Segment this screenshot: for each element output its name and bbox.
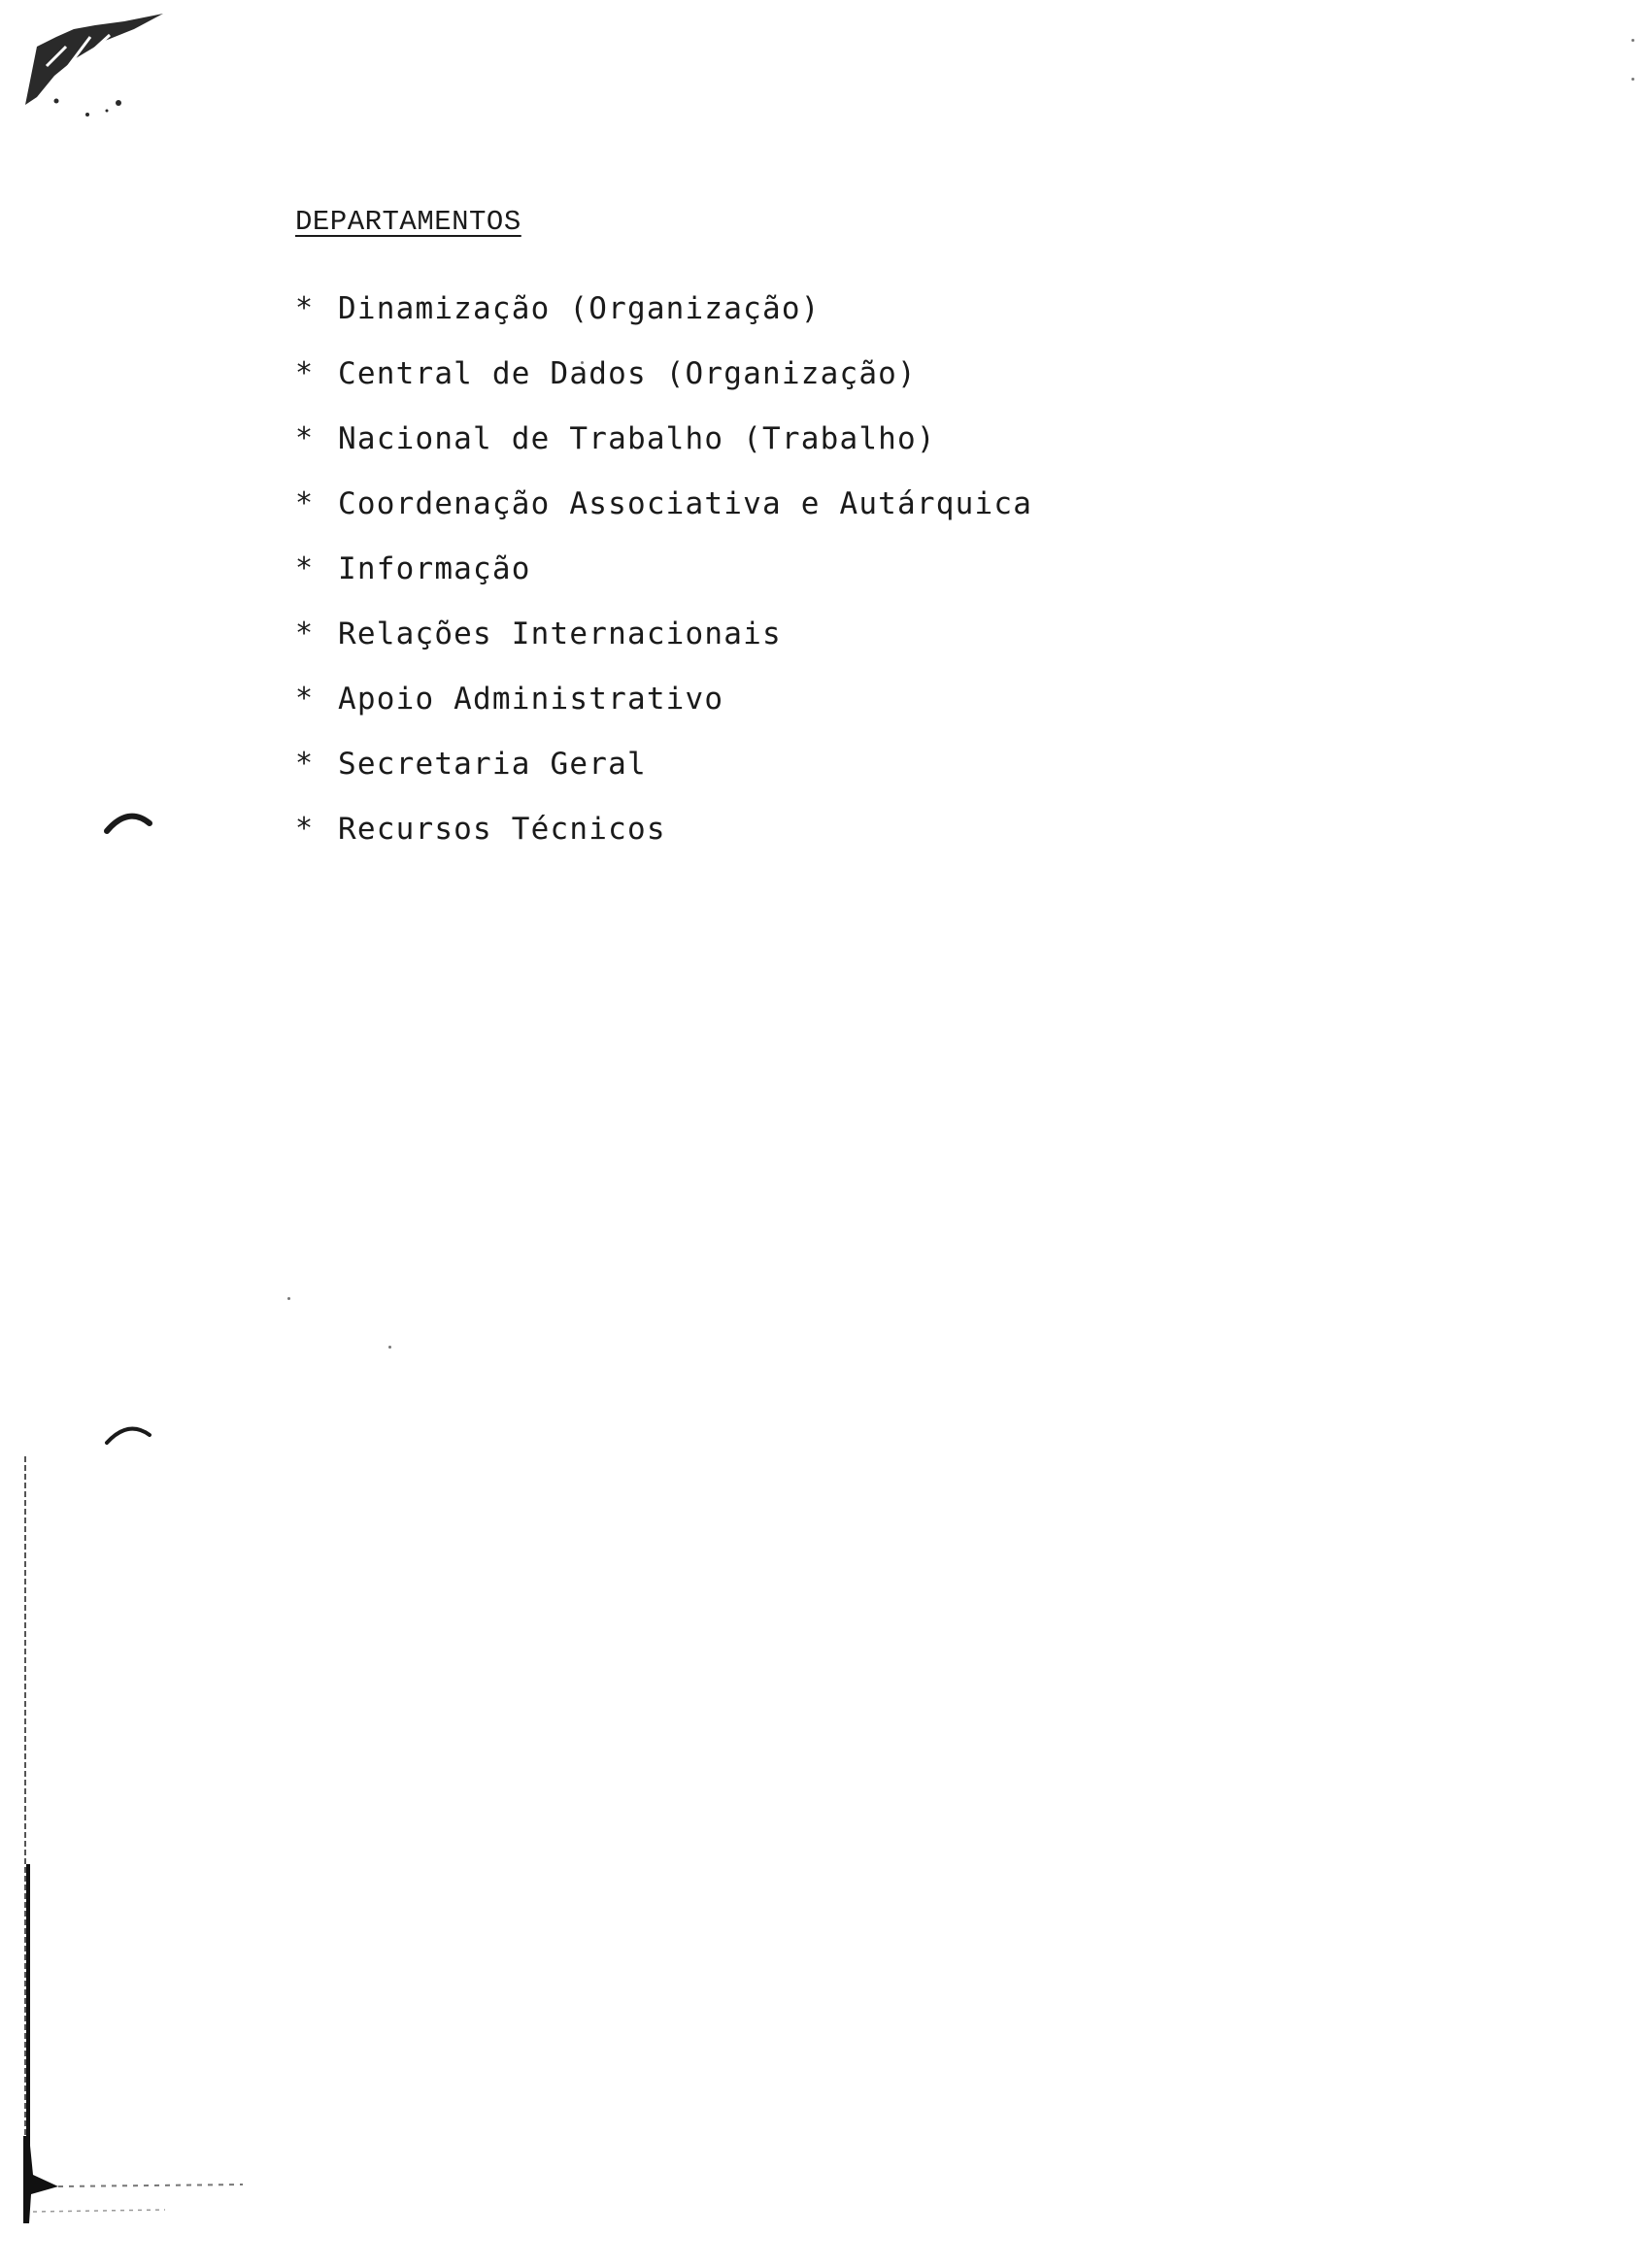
scan-speck [287, 1297, 290, 1300]
stamp-mark-icon [17, 8, 173, 124]
bullet: * [295, 617, 315, 650]
department-label: Secretaria Geral [338, 747, 647, 782]
department-label: Relações Internacionais [338, 617, 782, 651]
scan-speck [1631, 39, 1634, 42]
department-label: Coordenação Associativa e Autárquica [338, 486, 1033, 521]
list-item [295, 682, 1032, 747]
bullet: * [295, 747, 315, 781]
department-label: Dinamização (Organização) [338, 291, 821, 326]
list-item [295, 617, 1032, 682]
page-title: DEPARTAMENTOS [295, 206, 521, 238]
list-item [295, 356, 1032, 421]
department-label: Central de Dados (Organização) [338, 356, 917, 391]
department-label: Recursos Técnicos [338, 812, 666, 847]
department-label: Informação [338, 551, 531, 586]
bullet: * [295, 486, 315, 520]
scan-speck [1631, 78, 1634, 81]
punch-hole-icon [101, 802, 159, 841]
punch-hole-icon [101, 1414, 159, 1452]
binding-edge-icon [19, 1456, 252, 2233]
list-item [295, 747, 1032, 812]
bullet: * [295, 291, 315, 325]
bullet: * [295, 551, 315, 585]
bullet: * [295, 356, 315, 390]
bullet: * [295, 682, 315, 716]
list-item [295, 551, 1032, 617]
list-item [295, 812, 1032, 877]
list-item [295, 291, 1032, 356]
department-list [295, 291, 1032, 877]
list-item [295, 421, 1032, 486]
department-label: Apoio Administrativo [338, 682, 724, 717]
bullet: * [295, 421, 315, 455]
department-label: Nacional de Trabalho (Trabalho) [338, 421, 936, 456]
bullet: * [295, 812, 315, 846]
list-item [295, 486, 1032, 551]
scan-speck [388, 1346, 391, 1349]
